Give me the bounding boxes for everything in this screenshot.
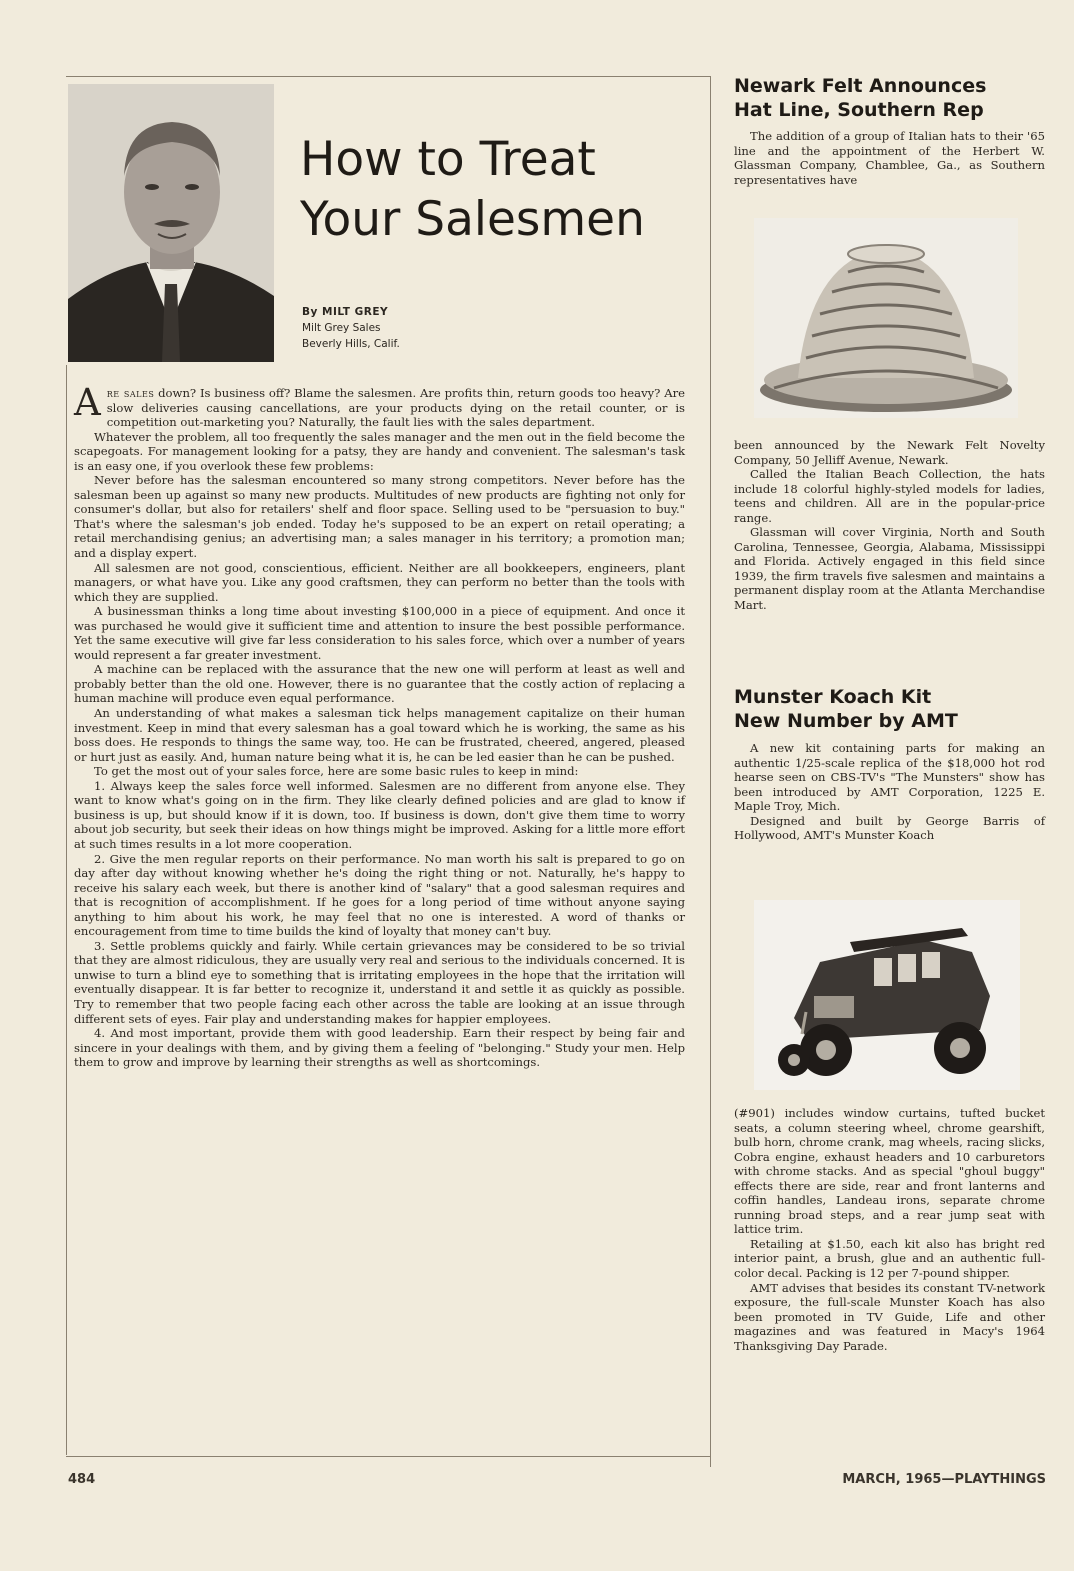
frame-left-rule [66, 365, 67, 1455]
italian-hat-photo [754, 218, 1018, 418]
newark-paragraph: Glassman will cover Virginia, North and South Carolina, Tennessee, Georgia, Alabama, Mississippi and Florida. Actively engaged in this field since 1939, the firm travels five salesmen and maintains a permanent display room at the Atlanta Merchandise Mart. [734, 525, 1045, 613]
newark-story-header [734, 74, 1045, 187]
munster-paragraph: Designed and built by George Barris of Hollywood, AMT's Munster Koach [734, 813, 1045, 843]
munster-paragraph: A new kit containing parts for making an authentic 1/25-scale replica of the $18,000 hot rod hearse seen on CBS-TV's "The Munsters" show has been introduced by AMT Corporation, 1225 E. Maple Troy, Mich. [734, 741, 1045, 814]
newark-headline-line-2: Hat Line, Southern Rep [734, 99, 984, 121]
lead-in-smallcaps: re sales [106, 386, 155, 400]
munster-headline [734, 685, 1045, 733]
munster-body-text [734, 1106, 1045, 1353]
munster-paragraph: Retailing at $1.50, each kit also has bright red interior paint, a brush, glue and an authentic full-color decal. Packing is 12 per 7-pound shipper. [734, 1236, 1045, 1281]
article-byline [302, 304, 400, 352]
article-title-line-2: Your Salesmen [300, 192, 645, 247]
munster-headline-line-2: New Number by AMT [734, 710, 958, 732]
munster-story-body [734, 1106, 1045, 1353]
newark-paragraph: The addition of a group of Italian hats to their '65 line and the appointment of the Herbert W. Glassman Company, Chamblee, Ga., as Southern representatives have [734, 129, 1045, 187]
munster-paragraph: (#901) includes window curtains, tufted bucket seats, a column steering wheel, chrome gearshift, bulb horn, chrome crank, mag wheels, racing slicks, Cobra engine, exhaust headers and 10 carburetors with chrome stacks. And as special "ghoul buggy" effects there are side, rear and front lanterns and coffin handles, Landeau irons, separate chrome running broad steps, and a rear jump seat with lattice trim. [734, 1106, 1045, 1237]
newark-headline [734, 74, 1045, 122]
newark-paragraph: Called the Italian Beach Collection, the hats include 18 colorful highly-styled models for ladies, teens and children. All are in the popular-price range. [734, 467, 1045, 525]
newark-headline-line-1: Newark Felt Announces [734, 75, 987, 97]
article-paragraph: A businessman thinks a long time about investing $100,000 in a piece of equipment. And once it was purchased he would give it sufficient time and attention to insure the best possible performance. Yet the same executive will give far less consideration to his sales force, which over a number of years would represent a far greater investment. [74, 604, 685, 662]
article-paragraph: 1. Always keep the sales force well informed. Salesmen are no different from anyone else. They want to know what's going on in the firm. They like clearly defined policies and are glad to know if business is up, but should know if it is down, too. If business is down, don't give them time to worry about job security, but seek their ideas on how things might be improved. Asking for a little more effort at such times results in a lot more cooperation. [74, 778, 685, 851]
munster-story-header [734, 685, 1045, 843]
article-title-line-1: How to Treat [300, 132, 596, 187]
munster-koach-photo [754, 900, 1020, 1090]
drop-cap: A [74, 381, 101, 424]
frame-bottom-rule [66, 1456, 710, 1457]
article-paragraph [74, 381, 685, 430]
page-number: 484 [68, 1472, 96, 1487]
article-paragraph: To get the most out of your sales force, here are some basic rules to keep in mind: [94, 764, 579, 779]
munster-headline-line-1: Munster Koach Kit [734, 686, 932, 708]
byline-location: Beverly Hills, Calif. [302, 338, 400, 350]
article-paragraph: An understanding of what makes a salesman tick helps management capitalize on their human investment. Keep in mind that every salesman has a goal toward which he is working, the same as his boss does. He responds to things the same way, too. He can be frustrated, cheered, angered, pleased or hurt just as easily. And, human nature being what it is, he can be led easier than he can be pushed. [74, 706, 685, 764]
newark-story-body [734, 438, 1045, 613]
article-paragraph: 2. Give the men regular reports on their performance. No man worth his salt is prepared to go on day after day without knowing whether he's doing the right thing or not. Naturally, he's happy to receive his salary each week, but there is another kind of "salary" that a good salesman requires and that is recognition of accomplishment. If he goes for a long period of time without anyone saying anything to him about his work, he may feel that no one is interested. A word of thanks or encouragement from time to time builds the kind of loyalty that money can't buy. [74, 851, 685, 939]
munster-intro [734, 741, 1045, 843]
author-portrait-photo [68, 84, 274, 362]
newark-paragraph: been announced by the Newark Felt Novelty Company, 50 Jelliff Avenue, Newark. [734, 438, 1045, 467]
byline-company: Milt Grey Sales [302, 322, 381, 334]
paragraph-text: down? Is business off? Blame the salesmen. Are profits thin, return goods too heavy? Are slow deliveries causing cancellations, are your products dying on the retail counter, or is competition out-marketing you? Naturally, the fault lies with the sales department. [106, 386, 685, 430]
article-paragraph: 3. Settle problems quickly and fairly. While certain grievances may be considered to be so trivial that they are almost ridiculous, they are usually very real and serious to the individuals concerned. It is unwise to turn a blind eye to something that is irritating employees in the hope that the irritation will eventually disappear. It is far better to recognize it, understand it and settle it as quickly as possible. Try to remember that two people facing each other across the table are looking at an issue through different sets of eyes. Fair play and understanding makes for happier employees. [74, 938, 685, 1026]
munster-paragraph: AMT advises that besides its constant TV-network exposure, the full-scale Munster Koach has also been promoted in TV Guide, Life and other magazines and was featured in Macy's 1964 Thanksgiving Day Parade. [734, 1280, 1045, 1353]
issue-footer: MARCH, 1965—PLAYTHINGS [842, 1472, 1046, 1487]
article-body [74, 381, 685, 1070]
byline-author: By MILT GREY [302, 306, 389, 318]
article-paragraph: A machine can be replaced with the assurance that the new one will perform at least as well and probably better than the old one. However, there is no guarantee that the costly action of replacing a human machine will produce even equal performance. [74, 662, 685, 706]
article-paragraph: Never before has the salesman encountered so many strong competitors. Never before has the salesman been up against so many new products. Multitudes of new products are fighting not only for consumer's dollar, but also for retailers' shelf and floor space. Selling used to be "persuasion to buy." That's where the salesman's job ended. Today he's supposed to be an expert on retail operating; a retail merchandising genius; an advertising man; a sales manager in his territory; a promotion man; and a display expert. [74, 473, 685, 561]
article-paragraph: 4. And most important, provide them with good leadership. Earn their respect by being fair and sincere in your dealings with them, and by giving them a feeling of "belonging." Study your men. Help them to grow and improve by learning their strengths as well as shortcomings. [74, 1026, 685, 1070]
newark-intro [734, 129, 1045, 187]
newark-body-text [734, 438, 1045, 613]
article-paragraph: Whatever the problem, all too frequently the sales manager and the men out in the field become the scapegoats. For management looking for a patsy, they are handy and convenient. The salesman's task is an easy one, if you overlook these few problems: [74, 429, 685, 473]
article-title [300, 130, 700, 250]
article-paragraph: All salesmen are not good, conscientious, efficient. Neither are all bookkeepers, engineers, plant managers, or what have you. Like any good craftsmen, they can perform no better than the tools with which they are supplied. [74, 560, 685, 604]
